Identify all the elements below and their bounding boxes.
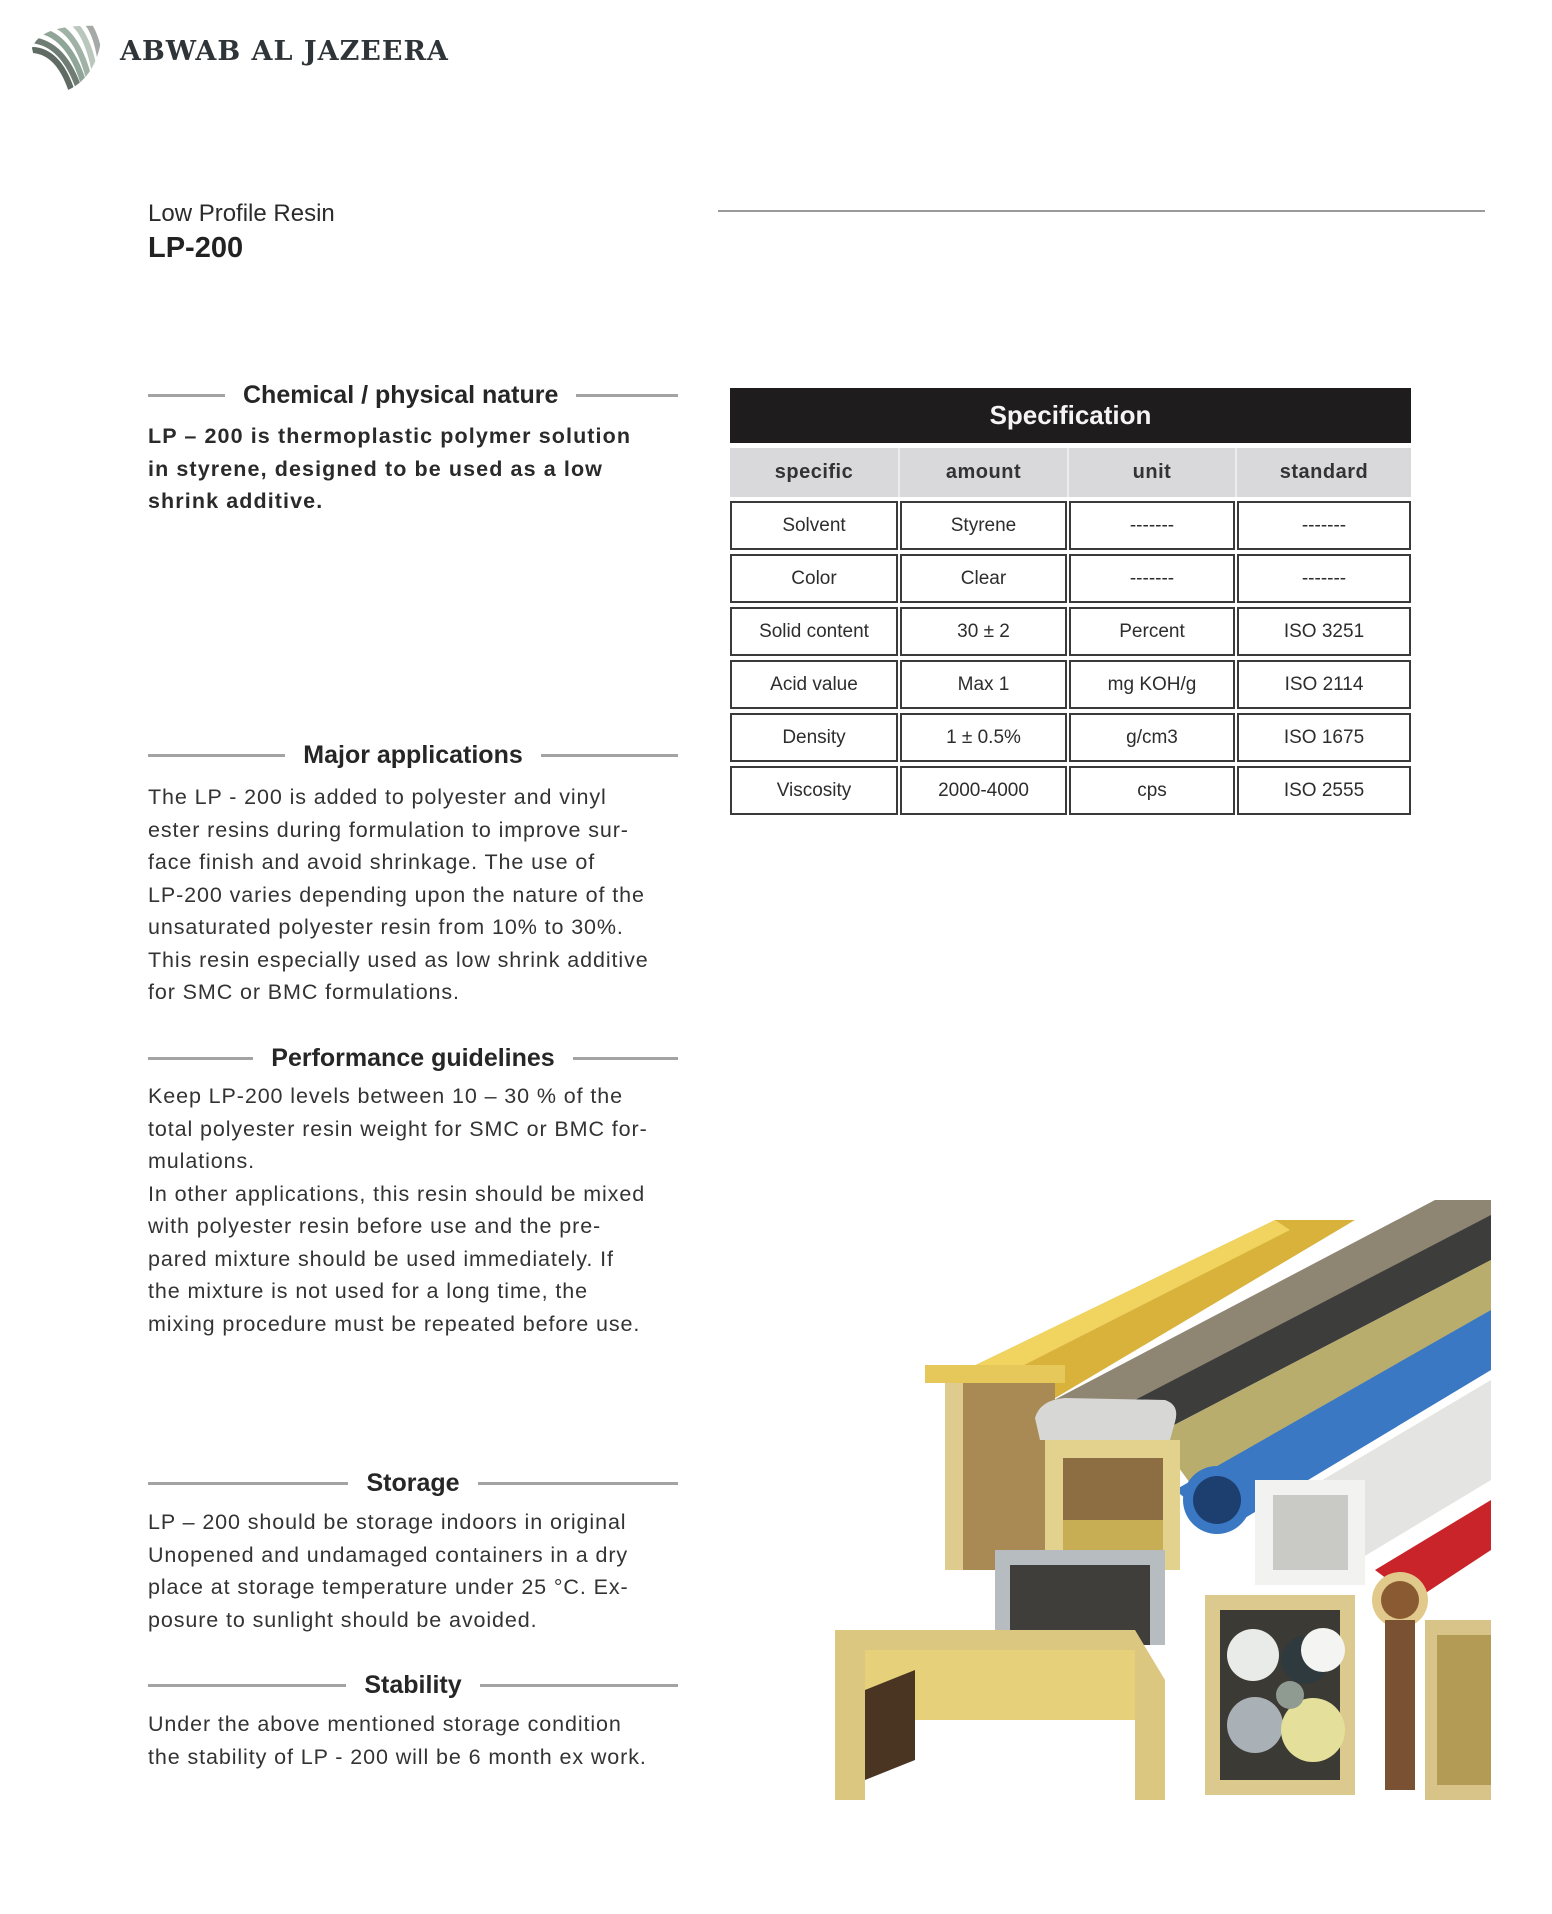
heading-text: Chemical / physical nature bbox=[243, 380, 559, 409]
table-cell: Max 1 bbox=[900, 660, 1067, 709]
text-line: place at storage temperature under 25 °C. Ex- bbox=[148, 1575, 629, 1599]
table-row bbox=[730, 501, 1411, 550]
table-cell: Color bbox=[730, 554, 898, 603]
table-cell: mg KOH/g bbox=[1069, 660, 1235, 709]
heading-text: Storage bbox=[366, 1468, 460, 1497]
table-cell: Solid content bbox=[730, 607, 898, 656]
fiberglass-profiles-photo bbox=[835, 1200, 1491, 1800]
text-line: the mixture is not used for a long time, the bbox=[148, 1279, 588, 1303]
stability-text bbox=[148, 1708, 688, 1773]
text-line: LP – 200 should be storage indoors in original bbox=[148, 1510, 627, 1534]
heading-text: Major applications bbox=[303, 740, 523, 769]
table-cell: Viscosity bbox=[730, 766, 898, 815]
heading-rule-right bbox=[478, 1482, 678, 1485]
heading-rule-right bbox=[541, 754, 678, 757]
table-cell: 30 ± 2 bbox=[900, 607, 1067, 656]
text-line: total polyester resin weight for SMC or BMC for- bbox=[148, 1116, 648, 1141]
table-row bbox=[730, 607, 1411, 656]
striped-shield-logo-icon bbox=[28, 20, 104, 92]
major-applications-text bbox=[148, 781, 688, 1009]
column-header-standard: standard bbox=[1279, 461, 1369, 483]
storage-heading bbox=[148, 1466, 678, 1500]
storage-text bbox=[148, 1506, 688, 1636]
table-row bbox=[730, 660, 1411, 709]
text-line: the stability of LP - 200 will be 6 month ex work. bbox=[148, 1744, 647, 1769]
table-cell: ------- bbox=[1069, 554, 1235, 603]
table-cell: Clear bbox=[900, 554, 1067, 603]
table-cell: Percent bbox=[1069, 607, 1235, 656]
table-row bbox=[730, 766, 1411, 815]
text-line: for SMC or BMC formulations. bbox=[148, 980, 460, 1004]
text-line: in styrene, designed to be used as a low bbox=[148, 456, 603, 481]
major-applications-heading bbox=[148, 738, 678, 772]
column-header-unit: unit bbox=[1069, 448, 1237, 497]
specification-header-row bbox=[730, 448, 1411, 497]
text-line: mixing procedure must be repeated before use. bbox=[148, 1311, 641, 1336]
table-cell: cps bbox=[1069, 766, 1235, 815]
heading-rule-left bbox=[148, 754, 285, 757]
product-subtitle: Low Profile Resin bbox=[148, 200, 335, 227]
chemical-nature-text bbox=[148, 420, 688, 518]
table-cell: g/cm3 bbox=[1069, 713, 1235, 762]
text-line: LP – 200 is thermoplastic polymer solution bbox=[148, 424, 632, 448]
heading-rule-right bbox=[480, 1684, 678, 1687]
heading-rule-left bbox=[148, 1482, 348, 1485]
performance-guidelines-heading bbox=[148, 1041, 678, 1075]
text-line: ester resins during formulation to improve sur- bbox=[148, 817, 629, 842]
stability-heading bbox=[148, 1668, 678, 1702]
table-cell: ISO 3251 bbox=[1237, 607, 1411, 656]
text-line: shrink additive. bbox=[148, 489, 324, 513]
heading-text: Stability bbox=[364, 1670, 462, 1699]
performance-guidelines-text bbox=[148, 1080, 688, 1340]
text-line: This resin especially used as low shrink additive bbox=[148, 947, 649, 972]
text-line: unsaturated polyester resin from 10% to 30%. bbox=[148, 915, 624, 939]
table-cell: Styrene bbox=[900, 501, 1067, 550]
text-line: with polyester resin before use and the pre- bbox=[148, 1214, 602, 1238]
table-cell: Solvent bbox=[730, 501, 898, 550]
table-cell: ------- bbox=[1069, 501, 1235, 550]
text-line: LP-200 varies depending upon the nature of the bbox=[148, 882, 645, 907]
table-row bbox=[730, 554, 1411, 603]
text-line: The LP - 200 is added to polyester and vinyl bbox=[148, 785, 607, 809]
specification-table bbox=[730, 388, 1411, 815]
table-cell: 1 ± 0.5% bbox=[900, 713, 1067, 762]
heading-rule-left bbox=[148, 1057, 253, 1060]
brand-name: ABWAB AL JAZEERA bbox=[120, 36, 449, 67]
chemical-nature-heading bbox=[148, 378, 678, 412]
table-cell: ISO 1675 bbox=[1237, 713, 1411, 762]
table-cell: Acid value bbox=[730, 660, 898, 709]
table-row bbox=[730, 713, 1411, 762]
product-name: LP-200 bbox=[148, 232, 244, 264]
heading-rule-right bbox=[576, 394, 678, 397]
text-line: face finish and avoid shrinkage. The use of bbox=[148, 850, 596, 874]
text-line: posure to sunlight should be avoided. bbox=[148, 1607, 538, 1632]
text-line: pared mixture should be used immediately. If bbox=[148, 1246, 614, 1271]
text-line: mulations. bbox=[148, 1149, 255, 1173]
table-cell: 2000-4000 bbox=[900, 766, 1067, 815]
heading-rule-right bbox=[573, 1057, 678, 1060]
text-line: Under the above mentioned storage condition bbox=[148, 1712, 622, 1736]
specification-title: Specification bbox=[730, 388, 1411, 443]
table-cell: ------- bbox=[1237, 501, 1411, 550]
text-line: Keep LP-200 levels between 10 – 30 % of the bbox=[148, 1084, 623, 1108]
table-cell: ISO 2114 bbox=[1237, 660, 1411, 709]
column-header-specific: specific bbox=[730, 448, 900, 497]
text-line: Unopened and undamaged containers in a dry bbox=[148, 1542, 629, 1567]
heading-rule-left bbox=[148, 394, 225, 397]
heading-rule-left bbox=[148, 1684, 346, 1687]
header-divider bbox=[718, 210, 1485, 212]
text-line: In other applications, this resin should be mixed bbox=[148, 1181, 646, 1206]
column-header-amount: amount bbox=[900, 448, 1069, 497]
heading-text: Performance guidelines bbox=[271, 1043, 555, 1072]
table-cell: Density bbox=[730, 713, 898, 762]
table-cell: ISO 2555 bbox=[1237, 766, 1411, 815]
table-cell: ------- bbox=[1237, 554, 1411, 603]
